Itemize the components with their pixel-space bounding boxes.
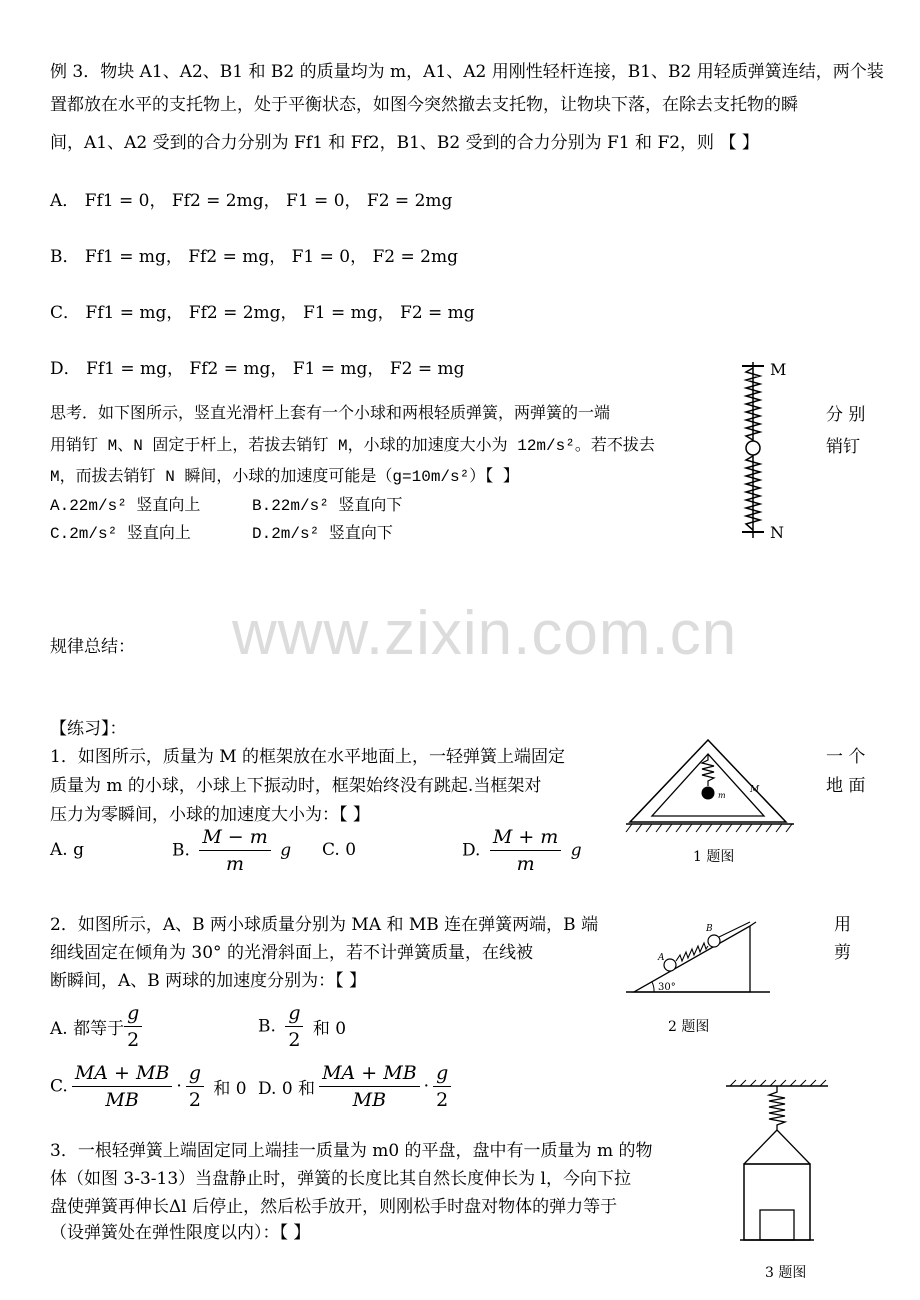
q2-caption: 2 题图 bbox=[668, 1019, 710, 1035]
think-line1: 思考．如下图所示，竖直光滑杆上套有一个小球和两根轻质弹簧，两弹簧的一端 bbox=[50, 405, 611, 423]
q1-line3: 压力为零瞬间，小球的加速度大小为：【 】 bbox=[50, 805, 370, 825]
q1-option-b[interactable] bbox=[172, 824, 291, 877]
think-line3: M，而拔去销钉 N 瞬间，小球的加速度可能是（g=10m/s²）【 】 bbox=[50, 468, 519, 486]
q2-line1: 2．如图所示，A、B 两小球质量分别为 MA 和 MB 连在弹簧两端，B 端 bbox=[50, 915, 599, 935]
think-option-a[interactable]: A.22m/s² 竖直向上 bbox=[50, 497, 201, 515]
q2-option-c-label: C. bbox=[50, 1076, 68, 1097]
q2-option-c-g-fraction: $\frac{g}{2}$ bbox=[186, 1060, 204, 1113]
q2-option-b-label: B. bbox=[258, 1016, 276, 1037]
pin-m-label: M bbox=[770, 360, 787, 379]
q2-line1-tail: 用 bbox=[834, 915, 851, 935]
think-option-b[interactable]: B.22m/s² 竖直向下 bbox=[252, 497, 403, 515]
q3-line1: 3．一根轻弹簧上端固定同上端挂一质量为 m0 的平盘，盘中有一质量为 m 的物 bbox=[50, 1141, 653, 1161]
q1-option-b-tail: g bbox=[280, 840, 292, 861]
example3-option-d[interactable]: D． Ff1 = mg， Ff2 = mg， F1 = mg， F2 = mg bbox=[50, 359, 465, 379]
q3-line3: 盘使弹簧再伸长Δl 后停止，然后松手放开，则刚松手时盘对物体的弹力等于 bbox=[50, 1197, 618, 1217]
example3-line2: 置都放在水平的支托物上，处于平衡状态，如图今突然撤去支托物，让物块下落，在除去支托物的瞬 bbox=[50, 95, 798, 115]
q1-option-d-tail: g bbox=[570, 840, 582, 861]
q3-line2: 体（如图 3-3-13）当盘静止时，弹簧的长度比其自然长度伸长为 l，今向下拉 bbox=[50, 1169, 631, 1189]
q1-fig-mass-m: m bbox=[718, 791, 726, 800]
q1-option-b-label: B. bbox=[172, 840, 190, 861]
q2-option-c-fraction: $\frac{MA + MB}{MB}$ bbox=[72, 1060, 173, 1113]
q2-option-b-fraction: $\frac{g}{2}$ bbox=[285, 1000, 303, 1053]
q2-line2: 细线固定在倾角为 30° 的光滑斜面上，若不计弹簧质量，在线被 bbox=[50, 943, 533, 963]
spring-rod-figure bbox=[730, 358, 810, 543]
example3-line1: 例 3．物块 A1、A2、B1 和 B2 的质量均为 m，A1、A2 用刚性轻杆连接，B1、B2 用轻质弹簧连结，两个装 bbox=[50, 62, 884, 82]
q3-pan-figure bbox=[724, 1080, 834, 1250]
practice-header: 【练习】： bbox=[50, 719, 127, 739]
q2-incline-figure bbox=[622, 908, 772, 998]
example3-line3: 间，A1、A2 受到的合力分别为 Ff1 和 Ff2，B1、B2 受到的合力分别为 F1 和 F2，则 【 】 bbox=[50, 133, 759, 153]
q1-option-d-label: D. bbox=[462, 840, 481, 861]
q2-fig-label-b: B bbox=[706, 924, 713, 934]
q1-caption: 1 题图 bbox=[693, 849, 735, 865]
summary-label: 规律总结： bbox=[50, 637, 135, 657]
q1-line1: 1．如图所示，质量为 M 的框架放在水平地面上，一轻弹簧上端固定 bbox=[50, 747, 566, 767]
q2-option-a[interactable] bbox=[50, 1000, 146, 1053]
q2-option-d-g-fraction: $\frac{g}{2}$ bbox=[433, 1060, 451, 1113]
q1-option-b-fraction: $\frac{M - m}{m}$ bbox=[199, 824, 270, 877]
example3-option-b[interactable]: B． Ff1 = mg， Ff2 = mg， F1 = 0， F2 = 2mg bbox=[50, 247, 458, 267]
q2-option-d-fraction: $\frac{MA + MB}{MB}$ bbox=[319, 1060, 420, 1113]
watermark: www.zixin.com.cn bbox=[232, 599, 738, 668]
example3-option-c[interactable]: C． Ff1 = mg， Ff2 = 2mg， F1 = mg， F2 = mg bbox=[50, 303, 475, 323]
q1-line2-tail: 地 面 bbox=[826, 776, 866, 796]
q1-option-d[interactable] bbox=[462, 824, 582, 877]
q2-option-d-label: D. 0 和 bbox=[258, 1079, 316, 1099]
q2-line3: 断瞬间，A、B 两球的加速度分别为：【 】 bbox=[50, 971, 367, 991]
think-line1-tail: 分 别 bbox=[826, 405, 866, 425]
q1-option-a[interactable]: A. g bbox=[50, 840, 84, 860]
think-line2-tail: 销钉 bbox=[826, 437, 860, 457]
q2-option-d[interactable]: D. 0 和 $\frac{MA + MB}{MB}$ · $\frac{g}{2}$ bbox=[258, 1060, 455, 1113]
think-option-d[interactable]: D.2m/s² 竖直向下 bbox=[252, 525, 393, 543]
q2-option-a-fraction: $\frac{g}{2}$ bbox=[124, 1000, 142, 1053]
think-line2: 用销钉 M、N 固定于杆上，若拔去销钉 M，小球的加速度大小为 12m/s²。若不拔去 bbox=[50, 437, 655, 455]
q2-fig-angle: 30° bbox=[658, 982, 676, 993]
q2-option-b-tail: 和 0 bbox=[312, 1019, 347, 1039]
example3-option-a[interactable]: A． Ff1 = 0， Ff2 = 2mg， F1 = 0， F2 = 2mg bbox=[50, 191, 453, 211]
pin-n-label: N bbox=[770, 523, 784, 542]
think-option-c[interactable]: C.2m/s² 竖直向上 bbox=[50, 525, 191, 543]
q1-frame-figure bbox=[622, 738, 802, 843]
q1-fig-mass-M: M bbox=[750, 785, 760, 795]
q3-caption: 3 题图 bbox=[765, 1265, 807, 1281]
q1-option-c[interactable]: C. 0 bbox=[322, 840, 357, 860]
q1-option-d-fraction: $\frac{M + m}{m}$ bbox=[490, 824, 561, 877]
q1-line2: 质量为 m 的小球，小球上下振动时，框架始终没有跳起.当框架对 bbox=[50, 776, 542, 796]
q2-option-c-tail: 和 0 bbox=[213, 1079, 247, 1099]
q2-option-a-label: A. 都等于 bbox=[50, 1019, 125, 1039]
q1-line1-tail: 一 个 bbox=[826, 747, 866, 767]
q2-option-b[interactable] bbox=[258, 1000, 346, 1053]
q2-option-c[interactable]: C. $\frac{MA + MB}{MB}$ · $\frac{g}{2}$ 和 0 bbox=[50, 1062, 247, 1111]
q2-fig-label-a: A bbox=[658, 953, 665, 963]
q2-line2-tail: 剪 bbox=[834, 943, 851, 963]
q3-line4: （设弹簧处在弹性限度以内）：【 】 bbox=[50, 1223, 311, 1243]
